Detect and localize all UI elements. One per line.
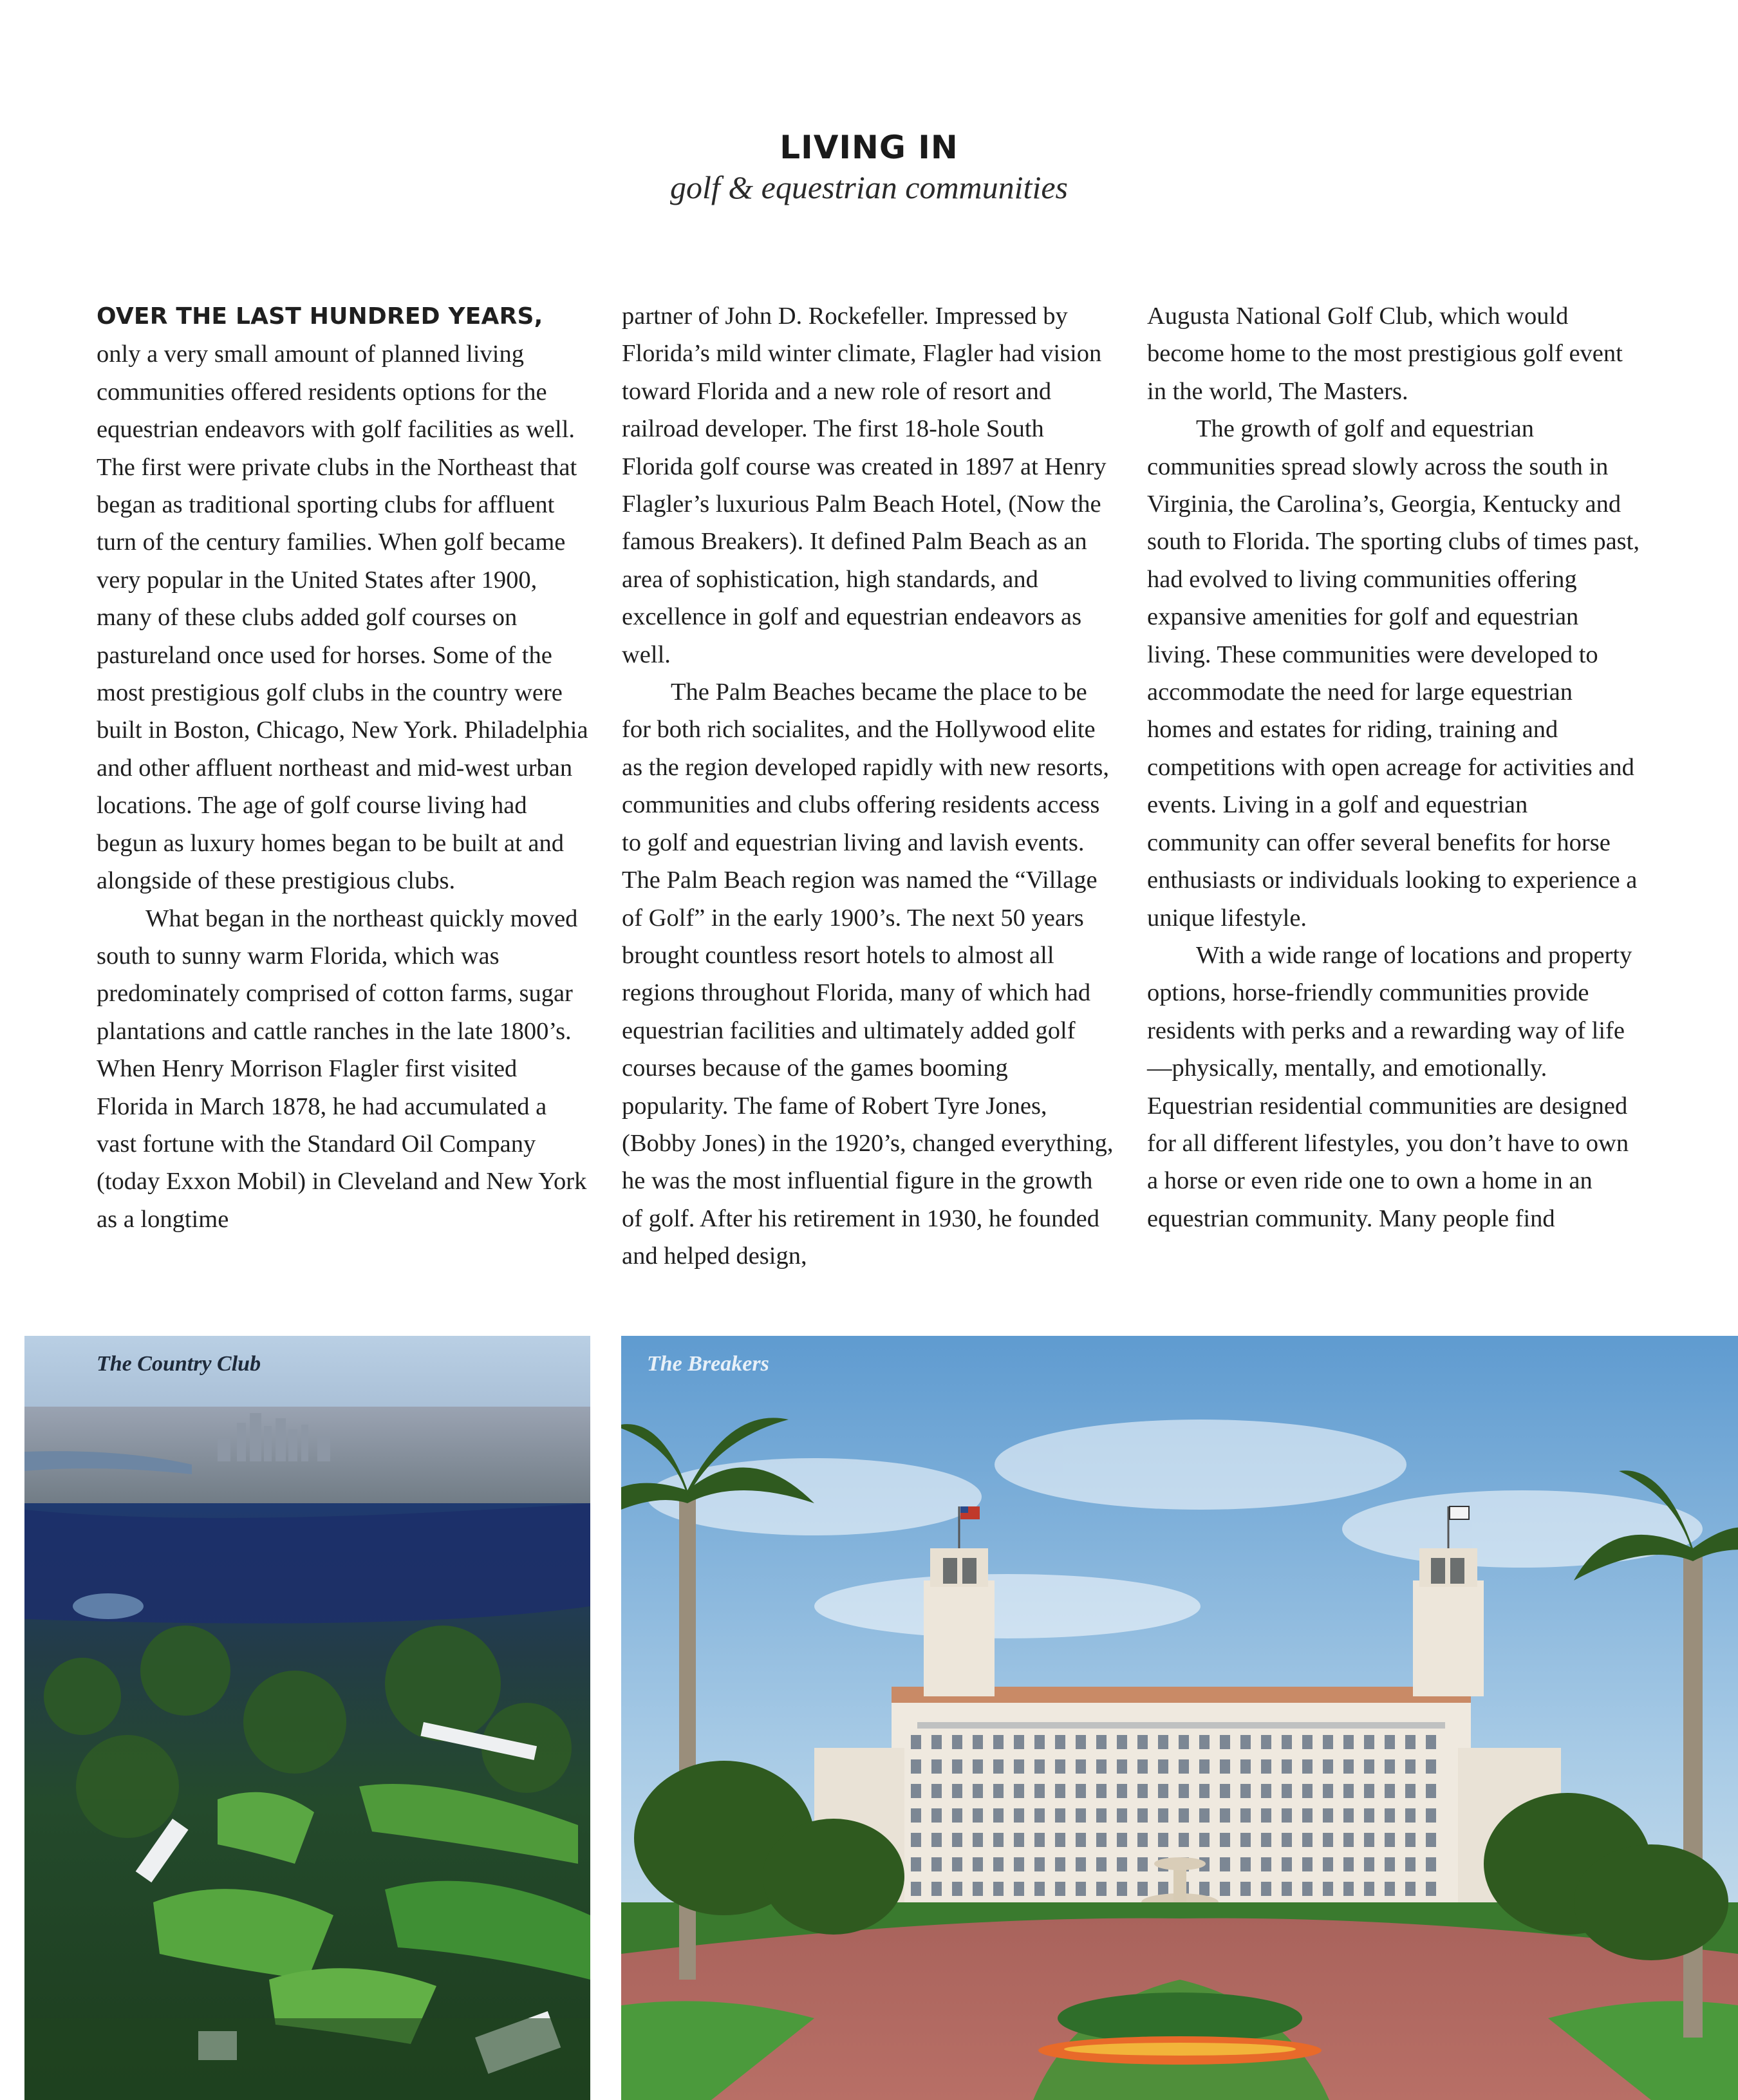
article-paragraph: What began in the northeast quickly moved south to sunny warm Florida, which was predominately comprised of cotton farms, sugar plantations and cattle ranches in the late 1800’s. When Henry Morrison Flagler first visited Florida in March 1878, he had accumulated a vast fortune with the Standard Oil Company (today Exxon Mobil) in Cleveland and New York as a longtime (97, 905, 587, 1233)
photo-caption-breakers: The Breakers (647, 1352, 769, 1376)
article-column-2 (622, 297, 1117, 1275)
article-paragraph: The growth of golf and equestrian communities spread slowly across the south in Virginia, the Carolina’s, Georgia, Kentucky and south to Florida. The sporting clubs of times past, had evolved to living communities offering expansive amenities for golf and equestrian living. These communities were developed to accommodate the need for large equestrian homes and estates for riding, training and competitions with open acreage for activities and events. Living in a golf and equestrian community can offer several benefits for horse enthusiasts or individuals looking to experience a unique lifestyle. (1147, 415, 1640, 932)
article-paragraph: The Palm Beaches became the place to be for both rich socialites, and the Hollywood elite as the region developed rapidly with new resorts, communities and clubs offering residents access to golf and equestrian living and lavish events. The Palm Beach region was named the “Village of Golf” in the early 1900’s. The next 50 years brought countless resort hotels to almost all regions throughout Florida, many of which had equestrian facilities and ultimately added golf courses because of the games booming popularity. The fame of Robert Tyre Jones, (Bobby Jones) in the 1920’s, changed everything, he was the most influential figure in the growth of golf. After his retirement in 1930, he founded and helped design, (622, 679, 1114, 1270)
article-paragraph: With a wide range of locations and property options, horse-friendly communities provide residents with perks and a rewarding way of life—physically, mentally, and emotionally. Equestrian residential communities are designed for all different lifestyles, you don’t have to own a horse or even ride one to own a home in an equestrian community. Many people find (1147, 941, 1632, 1232)
lead-in-heading: OVER THE LAST HUNDRED YEARS, (97, 303, 543, 330)
article-paragraph: partner of John D. Rockefeller. Impressed by Florida’s mild winter climate, Flagler had vision toward Florida and a new role of resort and railroad developer. The first 18-hole South Florida golf course was created in 1897 at Henry Flagler’s luxurious Palm Beach Hotel, (Now the famous Breakers). It defined Palm Beach as an area of sophistication, high standards, and excellence in golf and equestrian endeavors as well. (622, 303, 1107, 668)
article-column-3 (1147, 297, 1643, 1237)
article-column-1 (97, 297, 592, 1238)
paragraph-text: only a very small amount of planned living communities offered residents options for the equestrian endeavors with golf facilities as well. The first were private clubs in the Northeast that began as traditional sporting clubs for affluent turn of the century families. When golf became very popular in the United States after 1900, many of these clubs added golf courses on pastureland once used for horses. Some of the most prestigious golf clubs in the country were built in Boston, Chicago, New York. Philadelphia and other affluent northeast and mid-west urban locations. The age of golf course living had begun as luxury homes began to be built at and alongside of these prestigious clubs. (97, 341, 588, 895)
page-title: LIVING IN (780, 129, 958, 166)
country-club-aerial-photo (24, 1336, 590, 2100)
breakers-hotel-photo (621, 1336, 1738, 2100)
article-paragraph (97, 297, 592, 900)
photo-caption-country-club: The Country Club (97, 1352, 261, 1376)
article-paragraph: Augusta National Golf Club, which would become home to the most prestigious golf event in the world, The Masters. (1147, 303, 1623, 405)
page-subtitle: golf & equestrian communities (670, 169, 1068, 205)
